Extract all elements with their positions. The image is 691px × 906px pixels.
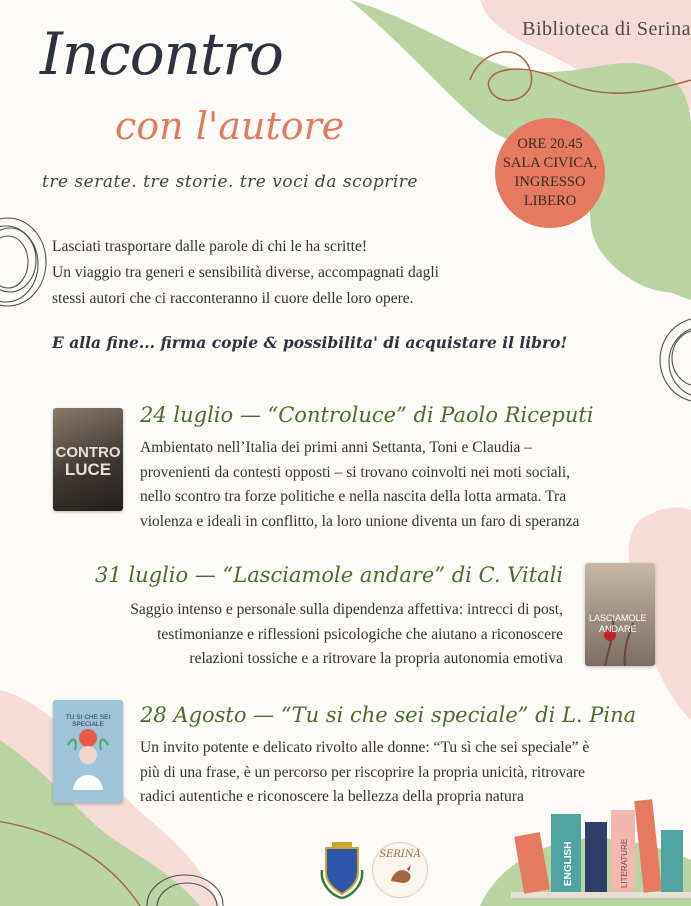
cover-title-line: CONTRO [55, 444, 121, 461]
book-cover-controluce [53, 408, 123, 511]
book-cover-lasciamole-andare [585, 563, 655, 666]
event-info-badge [495, 118, 605, 228]
intro-line: Lasciati trasportare dalle parole di chi le ha scritte! [52, 238, 368, 255]
badge-line: LIBERO [523, 193, 577, 209]
page-subtitle: con l'autore [115, 104, 345, 148]
badge-line: SALA CIVICA, [502, 155, 598, 171]
signing-note: E alla fine... firma copie & possibilita' di acquistare il libro! [52, 333, 568, 352]
event-title: 31 luglio — “Lasciamole andare” di C. Vitali [95, 563, 564, 587]
library-name: Biblioteca di Serina [522, 18, 691, 40]
description-line: Un invito potente e delicato rivolto alle donne: “Tu sì che sei speciale” è [140, 739, 590, 756]
description-line: più di una frase, è un percorso per riscoprire la propria unicità, ritrovare [140, 763, 586, 781]
description-line: violenza e ideali in conflitto, la loro unione diventa un faro di speranza [140, 512, 580, 530]
book-spine-label: ENGLISH [563, 841, 574, 886]
description-line: provenienti da contesti opposti – si trovano coinvolti nei moti sociali, [140, 463, 571, 481]
woman-illustration [53, 700, 123, 803]
library-logo [372, 842, 428, 898]
description-line: relazioni tossiche e a ritrovare la propria autonomia emotiva [189, 650, 563, 667]
tagline: tre serate. tre storie. tre voci da scoprire [42, 172, 418, 192]
cover-title-line: LUCE [64, 460, 112, 479]
event-title: 28 Agosto — “Tu si che sei speciale” di L. Pina [140, 703, 637, 727]
bookshelf-illustration [511, 796, 691, 906]
description-line: Ambientato nell’Italia dei primi anni Settanta, Toni e Claudia – [140, 439, 533, 456]
description-line: nello scontro tra forze politiche e nella nascita della lotta armata. Tra [140, 488, 567, 505]
intro-line: Un viaggio tra generi e sensibilità diverse, accompagnati dagli [52, 264, 439, 281]
library-logo-text: SERINA [379, 849, 421, 860]
event-description [140, 436, 579, 534]
intro-text [52, 234, 592, 312]
municipal-crest-icon [318, 840, 366, 900]
badge-line: INGRESSO [514, 174, 586, 190]
description-line: Saggio intenso e personale sulla dipendenza affettiva: intrecci di post, [130, 601, 563, 618]
event-title: 24 luglio — “Controluce” di Paolo Riceputi [140, 403, 594, 427]
badge-line: ORE 20.45 [517, 136, 583, 152]
description-line: testimonianze e riflessioni psicologiche che aiutano a riconoscere [157, 625, 563, 643]
page-title: Incontro [40, 20, 283, 88]
event-description [130, 598, 563, 672]
cover-title-line: ANDARE [599, 624, 637, 634]
book-spine-label: LITERATURE [620, 838, 629, 888]
description-line: radici autentiche e riconoscere la bellezza della propria natura [140, 788, 524, 805]
rooster-icon [373, 843, 427, 897]
book-cover-tu-si-che-sei-speciale [53, 700, 123, 803]
cover-title-line: TU SI CHE SEI SPECIALE [65, 714, 111, 728]
intro-line: stessi autori che ci racconteranno il cuore delle loro opere. [52, 290, 414, 307]
cover-title-line: LASCIAMOLE [589, 613, 647, 623]
